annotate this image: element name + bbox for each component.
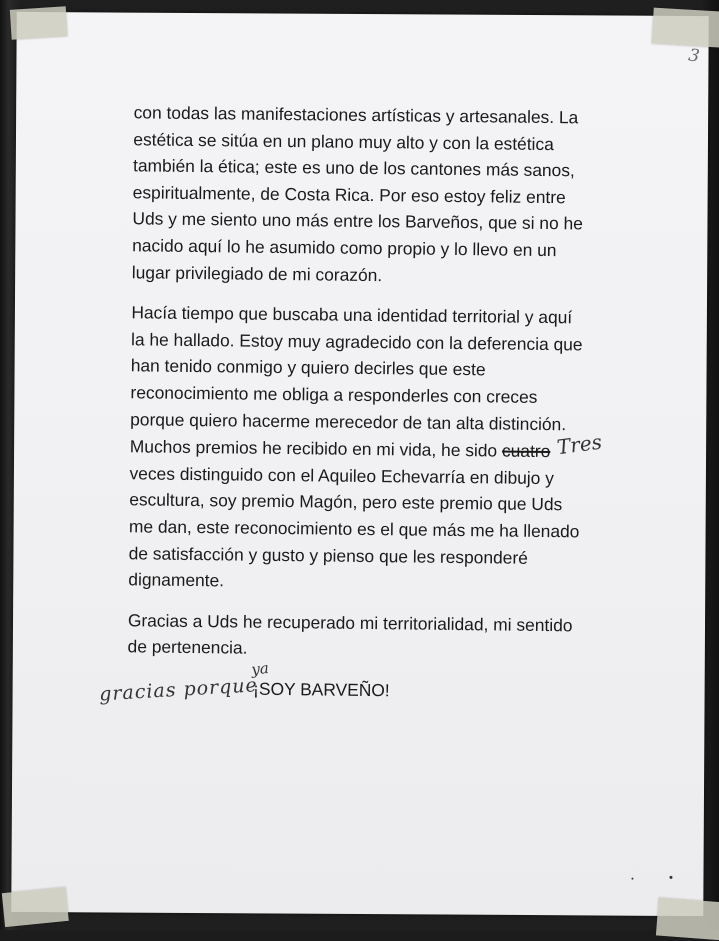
handwritten-insert: ya <box>250 658 270 679</box>
text-line: nacido aquí lo he asumido como propio y lo llevo en un <box>132 235 557 261</box>
tape-bottom-left <box>2 887 69 927</box>
paragraph-2 <box>128 299 631 598</box>
handwritten-correction: Tres <box>555 429 603 460</box>
tape-bottom-right <box>656 897 719 940</box>
paragraph-3 <box>127 607 628 666</box>
text-line: Gracias a Uds he recuperado mi territorialidad, mi sentido <box>127 609 573 636</box>
tape-top-right <box>652 8 719 49</box>
closing-exclamation: ¡SOY BARVEÑO! <box>253 678 390 701</box>
document-body <box>98 99 634 706</box>
text-line: veces distinguido con el Aquileo Echevarría en dibujo y <box>129 463 555 488</box>
text-line: estética se sitúa en un plano muy alto y con la estética <box>133 128 554 154</box>
text-line: la he hallado. Estoy muy agradecido con la deferencia que <box>130 329 583 355</box>
text-line: escultura, soy premio Magón, pero este premio que Uds <box>129 489 563 515</box>
text-line: Hacía tiempo que buscaba una identidad territorial y aquí <box>131 302 573 328</box>
text-line: de satisfacción y gusto y pienso que les responderé <box>128 542 529 568</box>
document-page <box>11 12 708 916</box>
text-line: lugar privilegiado de mi corazón. <box>131 261 383 285</box>
text-line: me dan, este reconocimiento es el que más me ha llenado <box>128 516 580 542</box>
text-line: porque quiero hacerme merecedor de tan alta distinción. <box>130 408 567 434</box>
paper-speck <box>631 878 633 880</box>
text-line: con todas las manifestaciones artísticas y artesanales. La <box>133 102 579 128</box>
paper-speck <box>669 876 672 879</box>
page-number: 3 <box>687 45 701 67</box>
struck-word: cuatro <box>501 440 551 462</box>
text-line: dignamente. <box>128 569 225 591</box>
text-line: han tenido conmigo y quiero decirles que este <box>130 355 486 380</box>
handwritten-prefix: gracias porque <box>98 674 259 706</box>
text-line: Uds y me siento uno más entre los Barveños, que si no he <box>132 208 584 234</box>
closing-paragraph <box>98 658 627 706</box>
edited-line-text: Muchos premios he recibido en mi vida, he sido <box>129 436 503 461</box>
paragraph-1 <box>132 99 634 291</box>
closing-line <box>98 658 627 706</box>
text-line: espiritualmente, de Costa Rica. Por eso estoy feliz entre <box>132 182 566 207</box>
tape-top-left <box>10 6 68 40</box>
text-line: de pertenencia. <box>127 636 248 658</box>
text-line: también la ética; este es uno de los cantones más sanos, <box>132 155 575 181</box>
text-line: reconocimiento me obliga a responderles con creces <box>130 382 538 407</box>
